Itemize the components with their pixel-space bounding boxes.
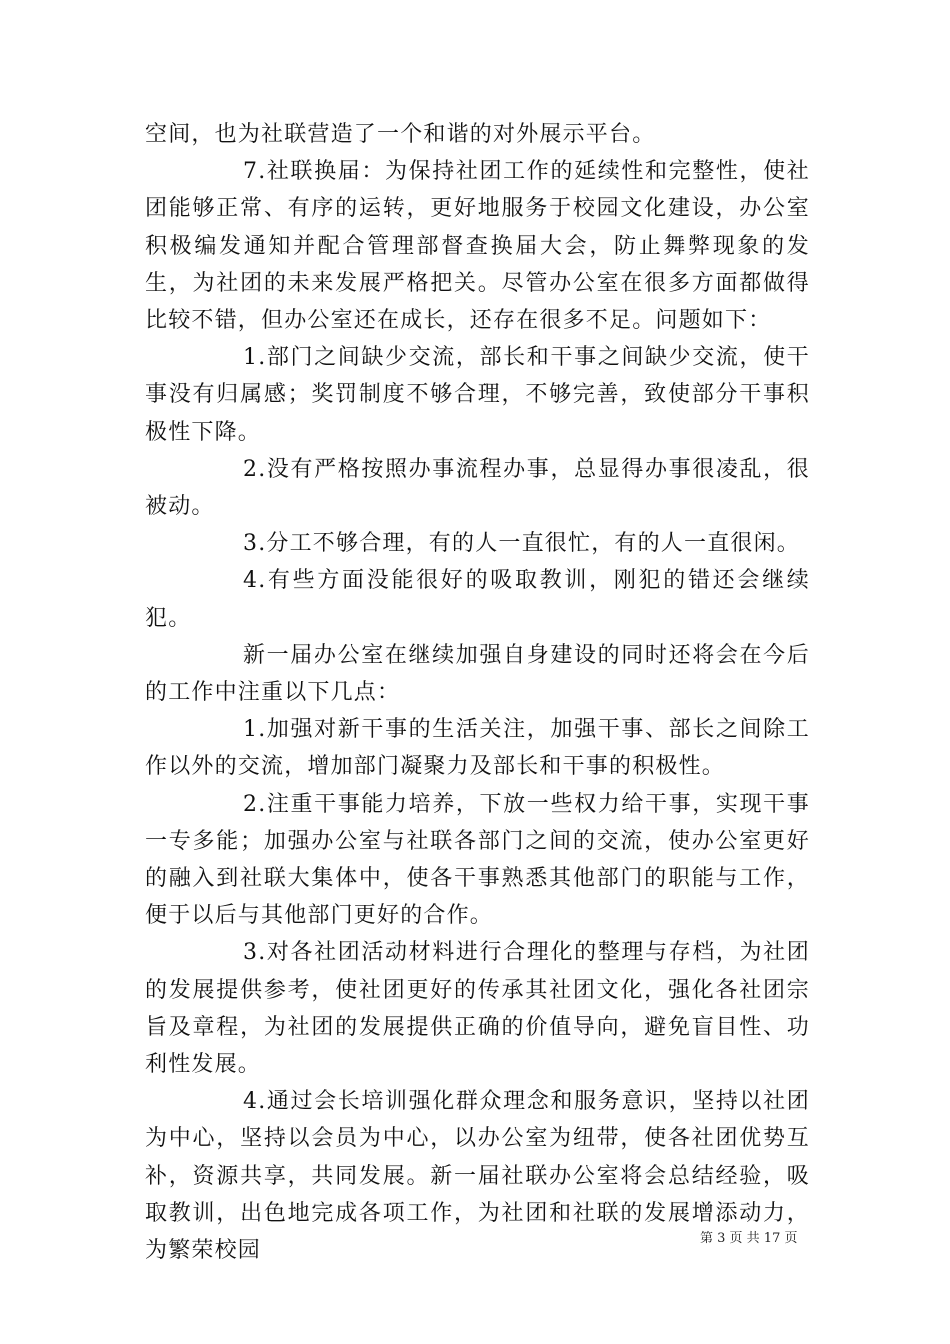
paragraph-plan-3: 3.对各社团活动材料进行合理化的整理与存档，为社团的发展提供参考，使社团更好的传承其社团文化，强化各社团宗旨及章程，为社团的发展提供正确的价值导向，避免盲目性、功利性发展。 <box>145 940 810 1078</box>
paragraph-problem-4: 4.有些方面没能很好的吸取教训，刚犯的错还会继续犯。 <box>145 568 810 631</box>
paragraph-plan-1: 1.加强对新干事的生活关注，加强干事、部长之间除工作以外的交流，增加部门凝聚力及部长和干事的积极性。 <box>145 717 810 780</box>
paragraph-problem-1: 1.部门之间缺少交流，部长和干事之间缺少交流，使干事没有归属感；奖罚制度不够合理，不够完善，致使部分干事积极性下降。 <box>145 345 810 445</box>
paragraph-problem-3: 3.分工不够合理，有的人一直很忙，有的人一直很闲。 <box>243 531 800 557</box>
page-number-footer: 第 3 页 共 17 页 <box>700 1231 798 1246</box>
paragraph-problem-2: 2.没有严格按照办事流程办事，总显得办事很凌乱，很被动。 <box>145 456 810 520</box>
paragraph-plan-4: 4.通过会长培训强化群众理念和服务意识，坚持以社团为中心，坚持以会员为中心，以办公室为纽带，使各社团优势互补，资源共享，共同发展。新一届社联办公室将会总结经验，吸取教训，出色地完成各项工作，为社团和社联的发展增添动力，为繁荣校园 <box>145 1089 810 1264</box>
paragraph-plan-2: 2.注重干事能力培养，下放一些权力给干事，实现干事一专多能；加强办公室与社联各部门之间的交流，使办公室更好的融入到社联大集体中，使各干事熟悉其他部门的职能与工作，便于以后与其他部门更好的合作。 <box>145 791 810 929</box>
document-body <box>145 116 810 1269</box>
paragraph-continuation: 空间，也为社联营造了一个和谐的对外展示平台。 <box>145 122 656 147</box>
paragraph-society-election: 7.社联换届：为保持社团工作的延续性和完整性，使社团能够正常、有序的运转，更好地服务于校园文化建设，办公室积极编发通知并配合管理部督查换届大会，防止舞弊现象的发生，为社团的未来发展严格把关。尽管办公室在很多方面都做得比较不错，但办公室还在成长，还存在很多不足。问题如下： <box>145 159 810 334</box>
paragraph-plan-intro: 新一届办公室在继续加强自身建设的同时还将会在今后的工作中注重以下几点： <box>145 642 810 706</box>
